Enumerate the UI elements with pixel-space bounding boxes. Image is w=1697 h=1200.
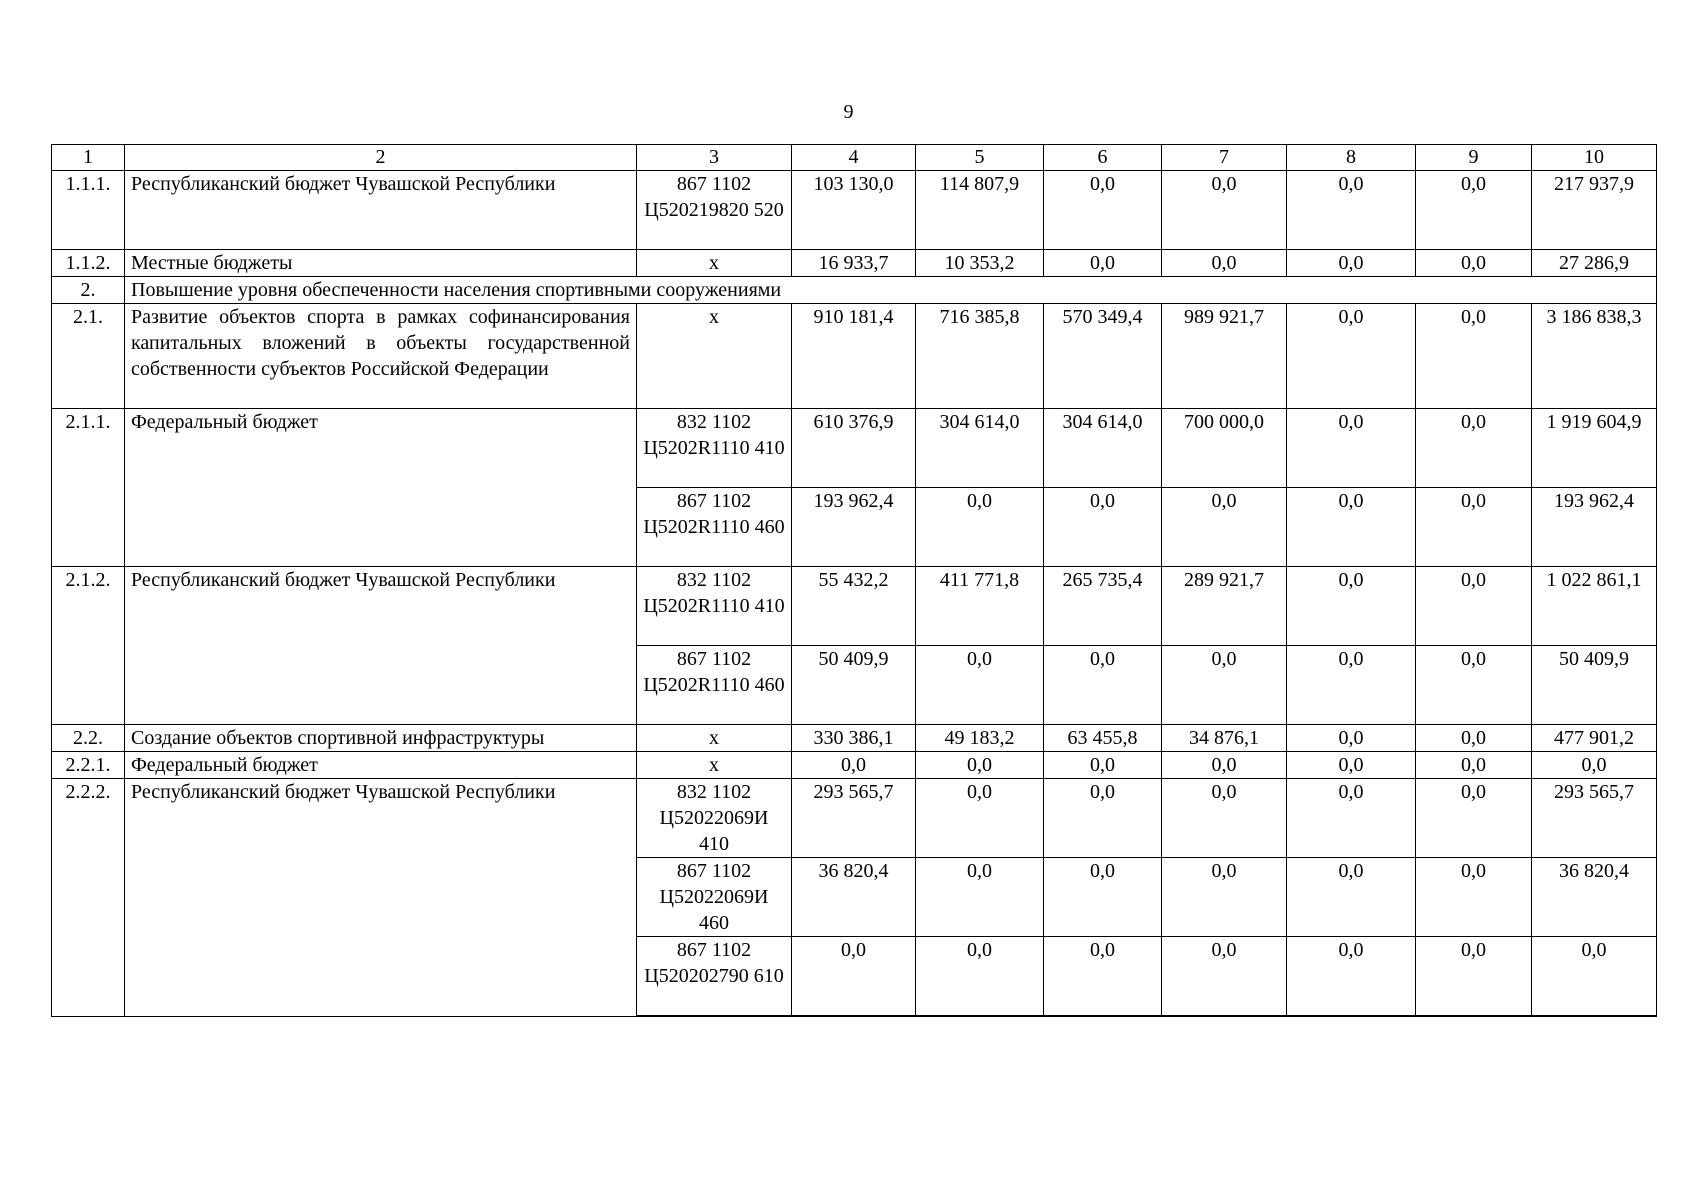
budget-code: х — [637, 752, 792, 779]
column-header: 2 — [125, 145, 637, 171]
value-cell: 0,0 — [1162, 858, 1287, 937]
section-row — [52, 277, 1657, 304]
budget-code: 867 1102 Ц5202R1110 460 — [637, 488, 792, 567]
value-cell: 0,0 — [1416, 937, 1532, 1017]
total-cell: 36 820,4 — [1532, 858, 1657, 937]
value-cell: 0,0 — [1287, 858, 1416, 937]
value-cell: 0,0 — [1416, 171, 1532, 250]
row-number: 1.1.1. — [52, 171, 125, 250]
table-row — [52, 171, 1657, 250]
table-row — [52, 250, 1657, 277]
row-number: 2.2.2. — [52, 779, 125, 1017]
value-cell: 0,0 — [1287, 725, 1416, 752]
total-cell: 0,0 — [1532, 937, 1657, 1017]
column-header: 4 — [792, 145, 916, 171]
value-cell: 114 807,9 — [916, 171, 1044, 250]
table-row — [52, 409, 1657, 488]
budget-code: х — [637, 304, 792, 409]
value-cell: 700 000,0 — [1162, 409, 1287, 488]
value-cell: 55 432,2 — [792, 567, 916, 646]
column-header: 9 — [1416, 145, 1532, 171]
value-cell: 0,0 — [1416, 725, 1532, 752]
value-cell: 0,0 — [1416, 409, 1532, 488]
total-cell: 27 286,9 — [1532, 250, 1657, 277]
row-number: 2.1. — [52, 304, 125, 409]
value-cell: 304 614,0 — [916, 409, 1044, 488]
row-number: 2.2.1. — [52, 752, 125, 779]
row-name: Развитие объектов спорта в рамках софинансирования капитальных вложений в объекты государственной собственности субъектов Российской Федерации — [125, 304, 637, 409]
row-number: 2.1.2. — [52, 567, 125, 725]
column-header: 1 — [52, 145, 125, 171]
value-cell: 0,0 — [1287, 304, 1416, 409]
column-header: 8 — [1287, 145, 1416, 171]
row-name: Местные бюджеты — [125, 250, 637, 277]
value-cell: 0,0 — [1287, 646, 1416, 725]
column-header: 7 — [1162, 145, 1287, 171]
budget-code: 867 1102 Ц520219820 520 — [637, 171, 792, 250]
value-cell: 0,0 — [1162, 779, 1287, 858]
value-cell: 0,0 — [1162, 646, 1287, 725]
value-cell: 0,0 — [1416, 304, 1532, 409]
row-name: Республиканский бюджет Чувашской Республики — [125, 171, 637, 250]
value-cell: 0,0 — [1287, 752, 1416, 779]
value-cell: 0,0 — [1044, 937, 1162, 1017]
value-cell: 0,0 — [1287, 171, 1416, 250]
value-cell: 0,0 — [792, 937, 916, 1017]
row-name: Республиканский бюджет Чувашской Республики — [125, 779, 637, 1017]
value-cell: 716 385,8 — [916, 304, 1044, 409]
value-cell: 50 409,9 — [792, 646, 916, 725]
value-cell: 610 376,9 — [792, 409, 916, 488]
value-cell: 0,0 — [916, 752, 1044, 779]
value-cell: 0,0 — [1162, 171, 1287, 250]
value-cell: 10 353,2 — [916, 250, 1044, 277]
value-cell: 0,0 — [1287, 250, 1416, 277]
table-row — [52, 752, 1657, 779]
section-title: Повышение уровня обеспеченности населения спортивными сооружениями — [125, 277, 1657, 304]
total-cell: 0,0 — [1532, 752, 1657, 779]
table-row — [52, 567, 1657, 646]
value-cell: 193 962,4 — [792, 488, 916, 567]
value-cell: 0,0 — [1287, 409, 1416, 488]
value-cell: 0,0 — [1416, 752, 1532, 779]
budget-code: 832 1102 Ц5202R1110 410 — [637, 567, 792, 646]
value-cell: 304 614,0 — [1044, 409, 1162, 488]
value-cell: 0,0 — [1416, 646, 1532, 725]
budget-code: 832 1102 Ц52022069И 410 — [637, 779, 792, 858]
value-cell: 0,0 — [1162, 250, 1287, 277]
value-cell: 989 921,7 — [1162, 304, 1287, 409]
total-cell: 293 565,7 — [1532, 779, 1657, 858]
value-cell: 0,0 — [916, 488, 1044, 567]
value-cell: 0,0 — [1044, 250, 1162, 277]
value-cell: 0,0 — [1416, 488, 1532, 567]
value-cell: 293 565,7 — [792, 779, 916, 858]
total-cell: 1 919 604,9 — [1532, 409, 1657, 488]
table-row — [52, 725, 1657, 752]
row-name: Федеральный бюджет — [125, 752, 637, 779]
value-cell: 0,0 — [1044, 858, 1162, 937]
total-cell: 3 186 838,3 — [1532, 304, 1657, 409]
value-cell: 0,0 — [1287, 567, 1416, 646]
value-cell: 0,0 — [1162, 937, 1287, 1017]
column-header: 6 — [1044, 145, 1162, 171]
value-cell: 0,0 — [1162, 752, 1287, 779]
value-cell: 34 876,1 — [1162, 725, 1287, 752]
budget-code: 867 1102 Ц5202R1110 460 — [637, 646, 792, 725]
value-cell: 0,0 — [1044, 488, 1162, 567]
value-cell: 0,0 — [1287, 488, 1416, 567]
row-number: 2.2. — [52, 725, 125, 752]
value-cell: 0,0 — [1416, 567, 1532, 646]
row-name: Создание объектов спортивной инфраструктуры — [125, 725, 637, 752]
budget-code: х — [637, 725, 792, 752]
value-cell: 103 130,0 — [792, 171, 916, 250]
value-cell: 49 183,2 — [916, 725, 1044, 752]
value-cell: 0,0 — [1044, 171, 1162, 250]
page-number: 9 — [843, 101, 854, 123]
value-cell: 0,0 — [792, 752, 916, 779]
value-cell: 0,0 — [1416, 250, 1532, 277]
value-cell: 411 771,8 — [916, 567, 1044, 646]
column-header: 5 — [916, 145, 1044, 171]
value-cell: 63 455,8 — [1044, 725, 1162, 752]
row-number: 2. — [52, 277, 125, 304]
column-header: 10 — [1532, 145, 1657, 171]
value-cell: 330 386,1 — [792, 725, 916, 752]
budget-code: 867 1102 Ц520202790 610 — [637, 937, 792, 1017]
row-number: 1.1.2. — [52, 250, 125, 277]
value-cell: 0,0 — [916, 937, 1044, 1017]
budget-code: 832 1102 Ц5202R1110 410 — [637, 409, 792, 488]
row-name: Федеральный бюджет — [125, 409, 637, 567]
total-cell: 477 901,2 — [1532, 725, 1657, 752]
budget-table — [51, 144, 1657, 1017]
row-name: Республиканский бюджет Чувашской Республики — [125, 567, 637, 725]
value-cell: 570 349,4 — [1044, 304, 1162, 409]
value-cell: 0,0 — [1416, 779, 1532, 858]
budget-code: х — [637, 250, 792, 277]
row-number: 2.1.1. — [52, 409, 125, 567]
total-cell: 1 022 861,1 — [1532, 567, 1657, 646]
value-cell: 0,0 — [916, 646, 1044, 725]
value-cell: 289 921,7 — [1162, 567, 1287, 646]
value-cell: 0,0 — [1044, 779, 1162, 858]
total-cell: 217 937,9 — [1532, 171, 1657, 250]
value-cell: 0,0 — [1044, 646, 1162, 725]
table-row — [52, 304, 1657, 409]
value-cell: 16 933,7 — [792, 250, 916, 277]
column-number-row — [52, 145, 1657, 171]
value-cell: 36 820,4 — [792, 858, 916, 937]
column-header: 3 — [637, 145, 792, 171]
budget-code: 867 1102 Ц52022069И 460 — [637, 858, 792, 937]
value-cell: 910 181,4 — [792, 304, 916, 409]
value-cell: 265 735,4 — [1044, 567, 1162, 646]
value-cell: 0,0 — [1162, 488, 1287, 567]
table-row — [52, 779, 1657, 858]
value-cell: 0,0 — [916, 858, 1044, 937]
total-cell: 193 962,4 — [1532, 488, 1657, 567]
total-cell: 50 409,9 — [1532, 646, 1657, 725]
value-cell: 0,0 — [1287, 937, 1416, 1017]
value-cell: 0,0 — [916, 779, 1044, 858]
value-cell: 0,0 — [1416, 858, 1532, 937]
value-cell: 0,0 — [1044, 752, 1162, 779]
value-cell: 0,0 — [1287, 779, 1416, 858]
